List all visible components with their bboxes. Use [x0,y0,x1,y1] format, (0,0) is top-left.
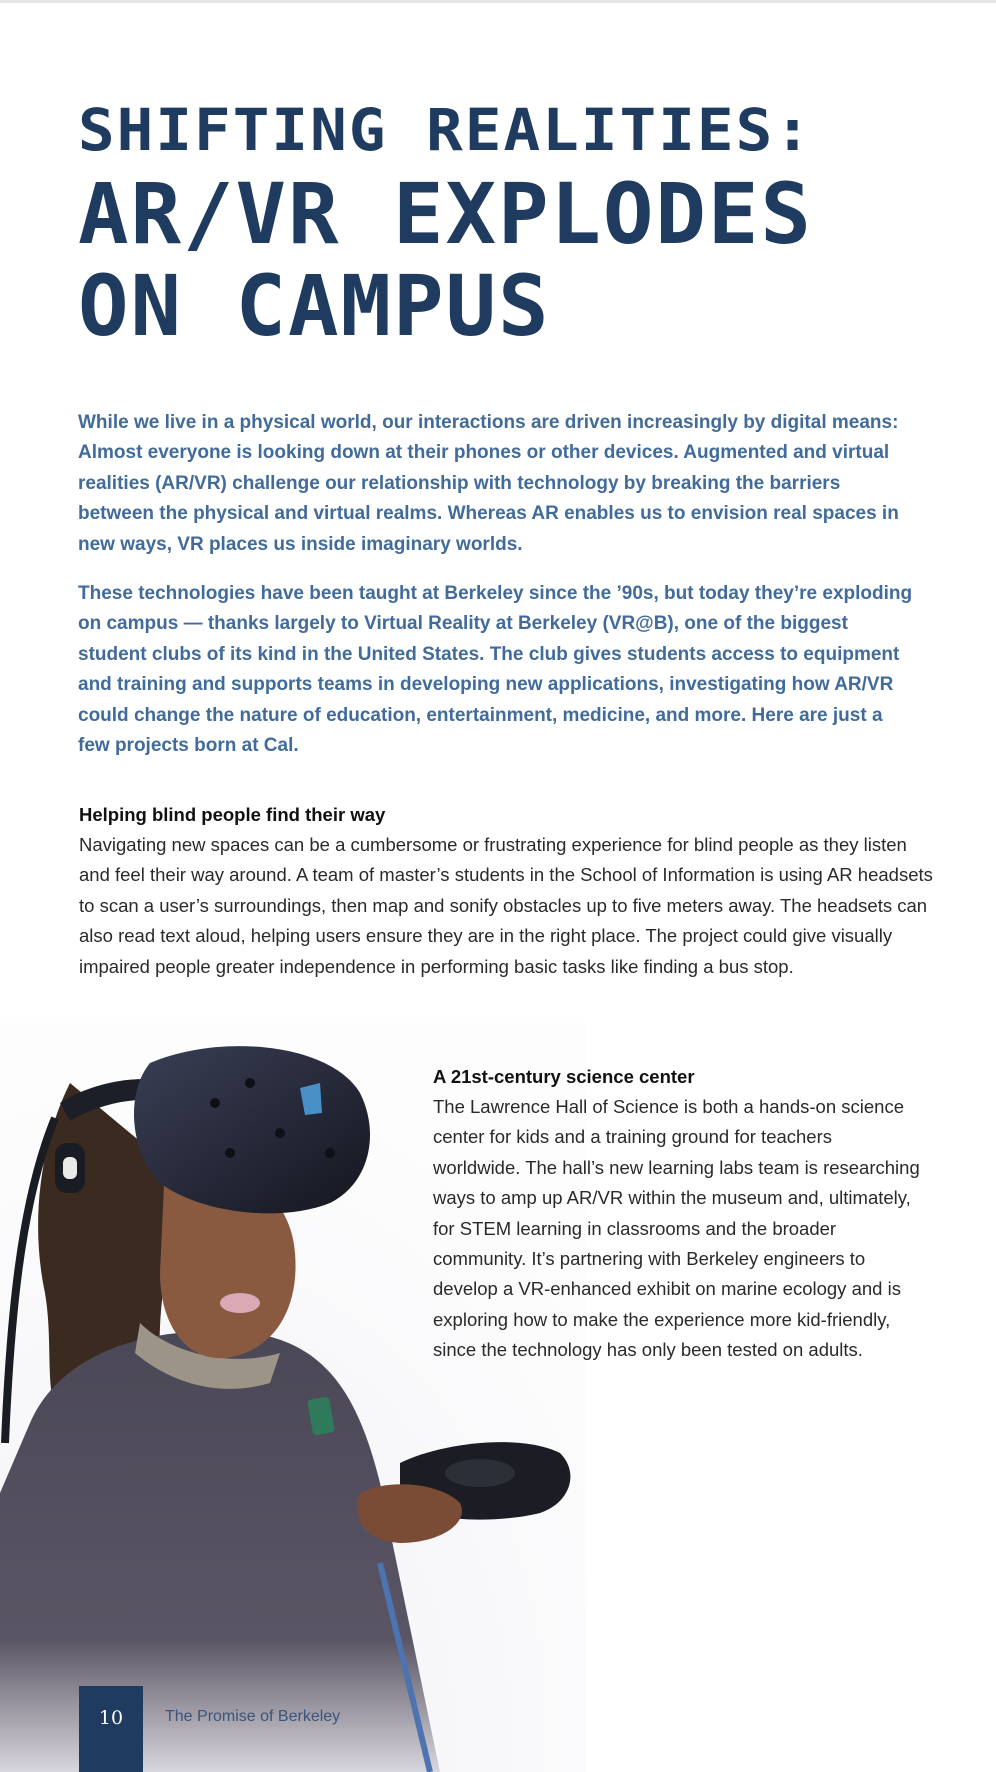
section-blind-body: Navigating new spaces can be a cumbersome or frustrating experience for blind people as they listen and feel their way around. A team of master’s students in the School of Information is using AR headsets to scan a user’s surroundings, then map and sonify obstacles up to five meters away. The headsets can also read text aloud, helping users ensure they are in the right place. The project could give visually impaired people greater independence in performing basic tasks like finding a bus stop. [79,834,933,977]
section-blind-navigation [79,800,939,982]
publication-name: The Promise of Berkeley [165,1708,341,1725]
intro-text [78,408,918,780]
intro-paragraph-2: These technologies have been taught at Berkeley since the ’90s, but today they’re exploding on campus — thanks largely to Virtual Reality at Berkeley (VR@B), one of the biggest student clubs of its kind in the United States. The club gives students access to equipment and training and supports teams in developing new applications, investigating how AR/VR could change the nature of education, entertainment, medicine, and more. Here are just a few projects born at Cal. [78,583,913,757]
page-number: 10 [98,1707,124,1729]
section-science-center-title: A 21st-century science center [433,1066,695,1087]
section-science-center-body: The Lawrence Hall of Science is both a hands-on science center for kids and a training ground for teachers worldwide. The hall’s new learning labs team is researching ways to amp up AR/VR within the museum and, ultimately, for STEM learning in classrooms and the broader community. It’s partnering with Berkeley engineers to develop a VR-enhanced exhibit on marine ecology and is exploring how to make the experience more kid-friendly, since the technology has only been tested on adults. [433,1096,920,1361]
title-line-1: SHIFTING REALITIES: [78,96,813,164]
title-line-2: AR/VR EXPLODES [78,165,813,263]
section-blind-title: Helping blind people find their way [79,804,386,825]
top-rule [0,0,996,3]
title-line-3: ON CAMPUS [78,257,551,355]
page-number-box [79,1686,143,1772]
article-title [78,92,958,355]
intro-paragraph-1: While we live in a physical world, our interactions are driven increasingly by digital means: Almost everyone is looking down at their phones or other devices. Augmented and virtual realities (AR/VR) challenge our relationship with technology by breaking the barriers between the physical and virtual realms. Whereas AR enables us to envision real spaces in new ways, VR places us inside imaginary worlds. [78,412,899,555]
section-science-center [433,1062,923,1366]
